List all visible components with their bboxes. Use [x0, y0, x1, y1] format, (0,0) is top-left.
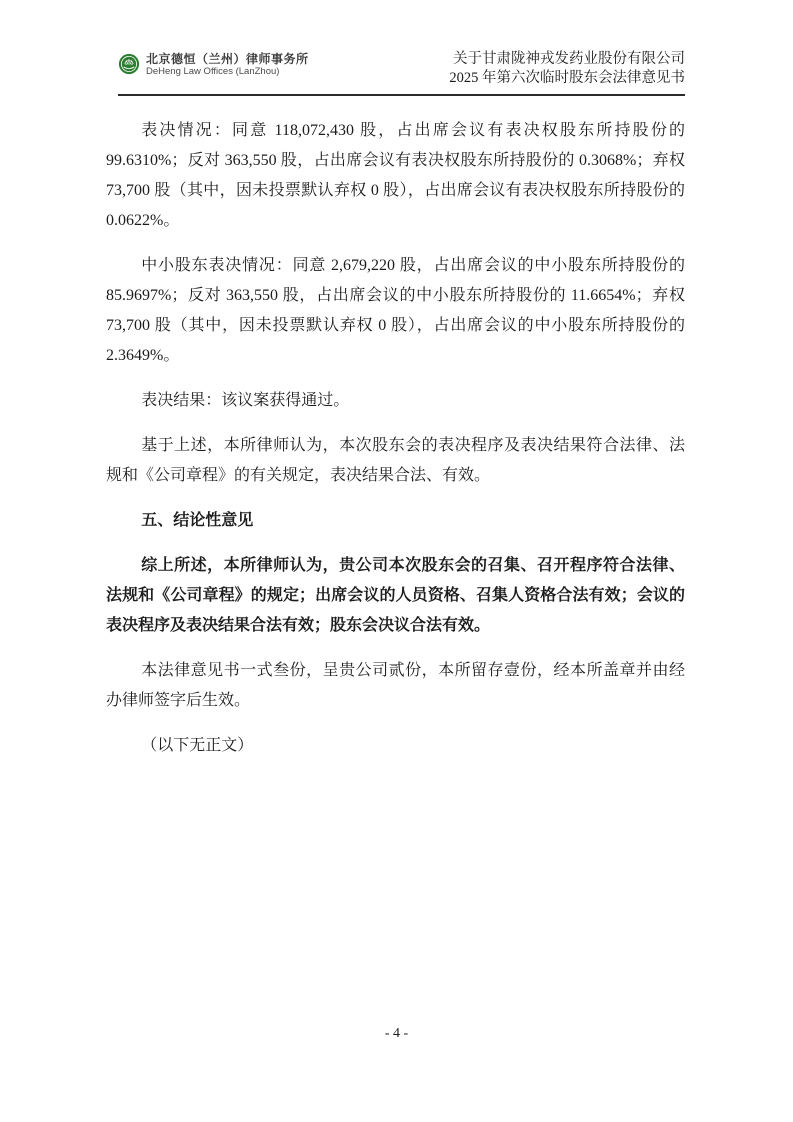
section-heading-conclusion: 五、结论性意见: [141, 512, 254, 529]
paragraph-lawyer-opinion: 基于上述，本所律师认为，本次股东会的表决程序及表决结果符合法律、法规和《公司章程》的有关规定，表决结果合法、有效。: [106, 437, 685, 484]
document-reference-line1: 关于甘肃陇神戎发药业股份有限公司: [453, 51, 685, 67]
law-firm-names: [146, 52, 309, 78]
page-number: - 4 -: [384, 1026, 409, 1041]
paragraph-no-more-text: （以下无正文）: [141, 737, 254, 754]
law-firm-name-cn: 北京德恒（兰州）律师事务所: [146, 52, 309, 66]
paragraph-resolution-passed: 表决结果：该议案获得通过。: [141, 392, 350, 409]
law-firm-block: [118, 52, 309, 88]
document-reference-line2: 2025 年第六次临时股东会法律意见书: [449, 70, 685, 86]
document-body: [106, 116, 685, 776]
law-firm-name-en: DeHeng Law Offices (LanZhou): [146, 66, 280, 77]
deheng-logo-icon: [118, 53, 140, 75]
paragraph-voting-result-all: 表决情况：同意 118,072,430 股，占出席会议有表决权股东所持股份的 99.6310%；反对 363,550 股，占出席会议有表决权股东所持股份的 0.3068%；弃权 73,700 股（其中，因未投票默认弃权 0 股），占出席会议有表决权股东所持股份的 0.0622%。: [106, 122, 685, 229]
page-footer: [0, 1026, 793, 1042]
paragraph-conclusion: 综上所述，本所律师认为，贵公司本次股东会的召集、召开程序符合法律、法规和《公司章程》的规定；出席会议的人员资格、召集人资格合法有效；会议的表决程序及表决结果合法有效；股东会决议合法有效。: [106, 557, 685, 634]
page-header: [118, 50, 685, 96]
paragraph-voting-result-minority: 中小股东表决情况：同意 2,679,220 股，占出席会议的中小股东所持股份的 85.9697%；反对 363,550 股，占出席会议的中小股东所持股份的 11.6654%；弃权 73,700 股（其中，因未投票默认弃权 0 股），占出席会议的中小股东所持股份的 2.3649%。: [106, 257, 685, 364]
document-reference: [449, 50, 685, 88]
paragraph-copies-statement: 本法律意见书一式叁份，呈贵公司贰份，本所留存壹份，经本所盖章并由经办律师签字后生效。: [106, 662, 685, 709]
